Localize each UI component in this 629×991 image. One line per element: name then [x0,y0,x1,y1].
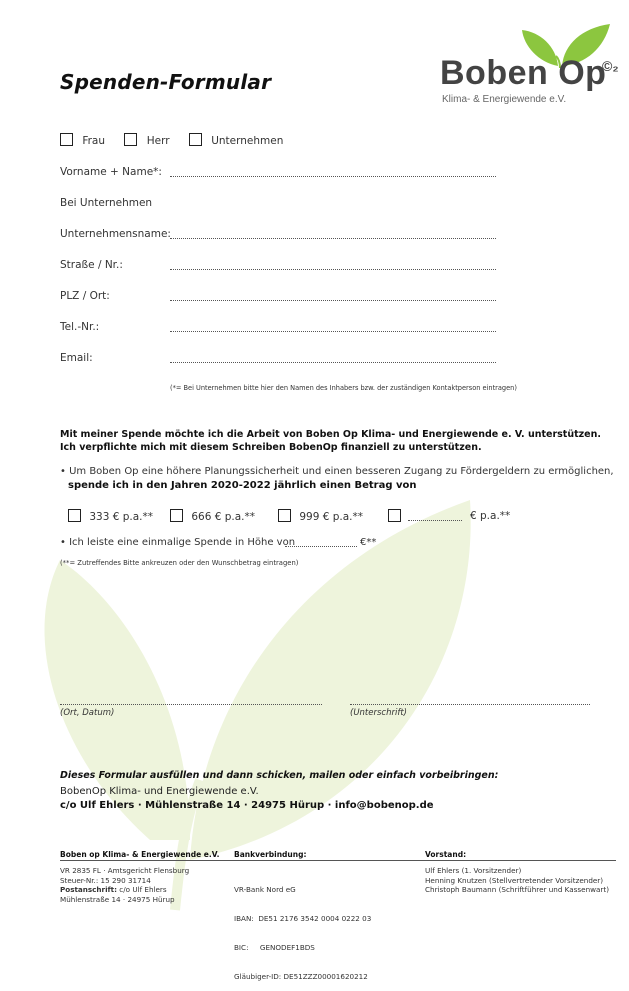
recurring-text: Um Boben Op eine höhere Planungssicherheit und einen besseren Zugang zu Fördergeldern zu ermöglichen, [69,466,614,477]
one-time-text: Ich leiste eine einmalige Spende in Höhe von [69,537,296,548]
label-999: 999 € p.a.** [299,511,364,523]
footer-org-heading: Boben op Klima- & Energiewende e.V. [60,850,220,859]
submit-org: BobenOp Klima- und Energiewende e.V. [60,786,259,797]
label-333: 333 € p.a.** [89,511,154,523]
one-time-donation: • Ich leiste eine einmalige Spende in Höhe von [60,537,296,548]
label-name: Vorname + Name*: [60,166,162,178]
salutation-row [60,133,283,147]
logo [440,22,620,112]
intro-line-1: Mit meiner Spende möchte ich die Arbeit von Boben Op Klima- und Energiewende e. V. unterstützen. [60,429,601,440]
option-666 [170,509,255,523]
label-frau: Frau [82,135,106,147]
footer-bank-line-3: BIC: GENODEF1BDS [234,942,315,952]
input-phone[interactable] [170,331,496,332]
logo-co2: ©₂ [602,58,619,74]
input-place-date[interactable] [60,704,322,705]
label-unternehmen: Unternehmen [211,135,284,147]
footer-bank [234,866,371,991]
watermark-leaf-left [44,560,190,840]
footer-divider [60,860,616,861]
footer-org-line-1: VR 2835 FL · Amtsgericht Flensburg [60,866,190,875]
logo-tagline: Klima- & Energiewende e.V. [442,94,567,105]
footer-org-line-2: Steuer-Nr.: 15 290 31714 [60,875,151,885]
footer-bank-line-1: VR-Bank Nord eG [234,885,296,895]
footer-postal-label: Postanschrift: [60,885,117,895]
label-signature: (Unterschrift) [350,708,407,718]
input-custom-amount[interactable] [408,520,462,521]
label-company-heading: Bei Unternehmen [60,197,153,209]
intro-text [60,428,601,454]
input-email[interactable] [170,362,496,363]
label-place-date: (Ort, Datum) [60,708,115,718]
input-signature[interactable] [350,704,590,705]
submit-address: c/o Ulf Ehlers · Mühlenstraße 14 · 24975 Hürup · info@bobenop.de [60,800,434,811]
footer-board [425,866,609,895]
checkbox-frau[interactable] [60,133,73,146]
submit-instruction: Dieses Formular ausfüllen und dann schicken, mailen oder einfach vorbeibringen: [60,770,499,781]
footer-org-line-4: Mühlenstraße 14 · 24975 Hürup [60,894,175,904]
label-street: Straße / Nr.: [60,259,123,271]
footer-bank-line-2: IBAN: DE51 2176 3542 0004 0222 03 [234,913,372,923]
label-phone: Tel.-Nr.: [60,321,100,333]
checkbox-333[interactable] [68,509,81,522]
footer-org [60,866,189,904]
input-name[interactable] [170,176,496,177]
option-333 [68,509,153,523]
logo-name: Boben Op [440,54,607,92]
label-company: Unternehmensname: [60,228,171,240]
checkbox-herr[interactable] [124,133,137,146]
footnote-contact: (*= Bei Unternehmen bitte hier den Namen des Inhabers bzw. der zuständigen Kontaktperson eintragen) [170,384,517,392]
input-zip[interactable] [170,300,496,301]
input-one-time-amount[interactable] [285,546,357,547]
footer-bank-line-4: Gläubiger-ID: DE51ZZZ00001620212 [234,971,368,981]
checkbox-666[interactable] [170,509,183,522]
checkbox-unternehmen[interactable] [189,133,202,146]
one-time-suffix: €** [360,537,377,548]
footer-org-line-3 [60,885,189,895]
label-custom-suffix: € p.a.** [470,510,511,522]
option-999 [278,509,363,523]
label-email: Email: [60,352,93,364]
footer-postal-value: c/o Ulf Ehlers [117,885,167,895]
footer-board-line-2: Henning Knutzen (Stellvertretender Vorsitzender) [425,875,604,885]
footnote-amount: (**= Zutreffendes Bitte ankreuzen oder den Wunschbetrag eintragen) [60,559,299,567]
checkbox-custom[interactable] [388,509,401,522]
checkbox-999[interactable] [278,509,291,522]
footer-board-heading: Vorstand: [425,850,467,859]
recurring-donation: • Um Boben Op eine höhere Planungssicherheit und einen besseren Zugang zu Fördergeldern zu ermöglichen, spende ich in den Jahren 2020-2022 jährlich einen Betrag von [60,465,620,493]
option-custom [388,509,401,523]
input-company[interactable] [170,238,496,239]
input-street[interactable] [170,269,496,270]
label-herr: Herr [146,135,170,147]
label-zip: PLZ / Ort: [60,290,110,302]
page-title: Spenden-Formular [60,70,272,94]
label-666: 666 € p.a.** [191,511,256,523]
footer-board-line-3: Christoph Baumann (Schriftführer und Kassenwart) [425,885,610,895]
footer-board-line-1: Ulf Ehlers (1. Vorsitzender) [425,866,522,875]
recurring-text-bold: spende ich in den Jahren 2020-2022 jährlich einen Betrag von [68,480,417,491]
intro-line-2: Ich verpflichte mich mit diesem Schreiben BobenOp finanziell zu unterstützen. [60,442,482,453]
footer-bank-heading: Bankverbindung: [234,850,307,859]
